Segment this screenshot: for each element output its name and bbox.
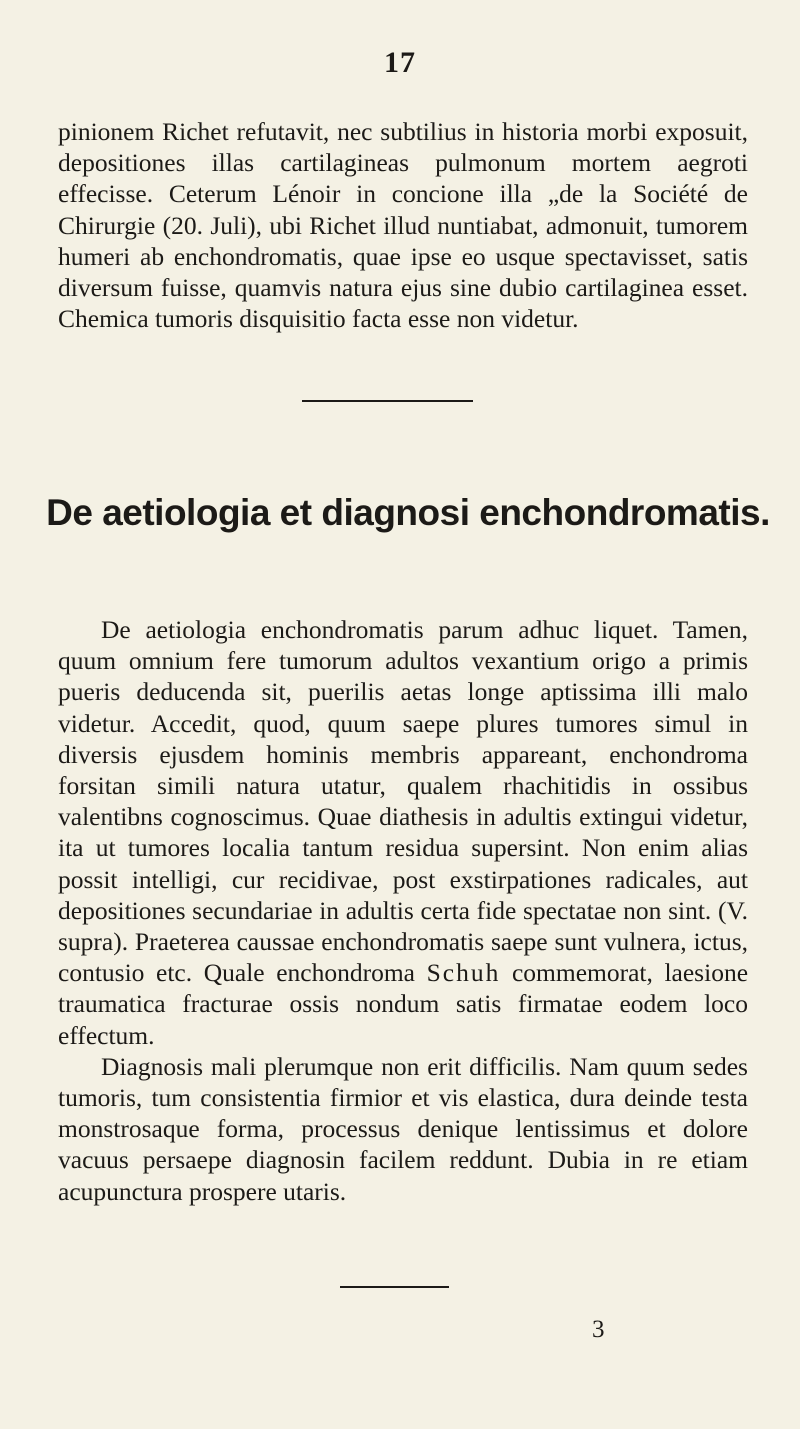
end-rule [340, 1286, 449, 1288]
paragraph-text-part: De aetiologia enchondromatis parum adhuc liquet. Tamen, quum omnium fere tumorum adultos vexantium origo a primis pueris deducenda sit, puerilis aetas longe aptissima illi malo videtur. Accedit, quod, quum saepe plures tumores simul in diversis ejusdem hominis membris appareant, enchondroma forsitan simili natura utatur, qualem rhachitidis in ossibus valentibns cognoscimus. Quae diathesis in adultis extingui videtur, ita ut tumores localia tantum residua supersint. Non enim alias possit intelligi, cur recidivae, post exstirpationes radicales, aut depositiones secundariae in adultis certa fide spectatae non sint. (V. supra). Praeterea caussae enchondromatis saepe sunt vulnera, ictus, contusio etc. Quale enchondroma [58, 615, 748, 988]
section-heading: De aetiologia et diagnosi enchondromatis. [46, 492, 770, 533]
text-block-top [58, 116, 748, 334]
paragraph-continued: pinionem Richet refutavit, nec subtilius in historia morbi exposuit, depositiones illas cartilagineas pulmonum mortem aegroti effecisse. Ceterum Lénoir in concione illa „de la Société de Chirurgie (20. Juli), ubi Richet illud nuntiabat, admonuit, tumorem humeri ab enchondromatis, quae ipse eo usque spectavisset, satis diversum fuisse, quamvis natura ejus sine dubio cartilaginea esset. Chemica tumoris disquisitio facta esse non videtur. [58, 117, 748, 334]
paragraph-diagnosis: Diagnosis mali plerumque non erit difficilis. Nam quum sedes tumoris, tum consistentia firmior et vis elastica, dura deinde testa monstrosaque forma, processus denique lentissimus et dolore vacuus persaepe diagnosin facilem reddunt. Dubia in re etiam acupunctura prospere utaris. [58, 1051, 748, 1206]
text-block-section [58, 614, 748, 1207]
page-number: 17 [384, 46, 416, 79]
section-divider-rule [302, 400, 473, 402]
paragraph-aetiologia [58, 614, 748, 1051]
signature-mark: 3 [592, 1316, 605, 1343]
paragraph-text-part: commemorat, laesione traumatica fracturae ossis nondum satis firmatae eodem loco effectum. [58, 958, 749, 1050]
author-name: Schuh [426, 958, 501, 988]
